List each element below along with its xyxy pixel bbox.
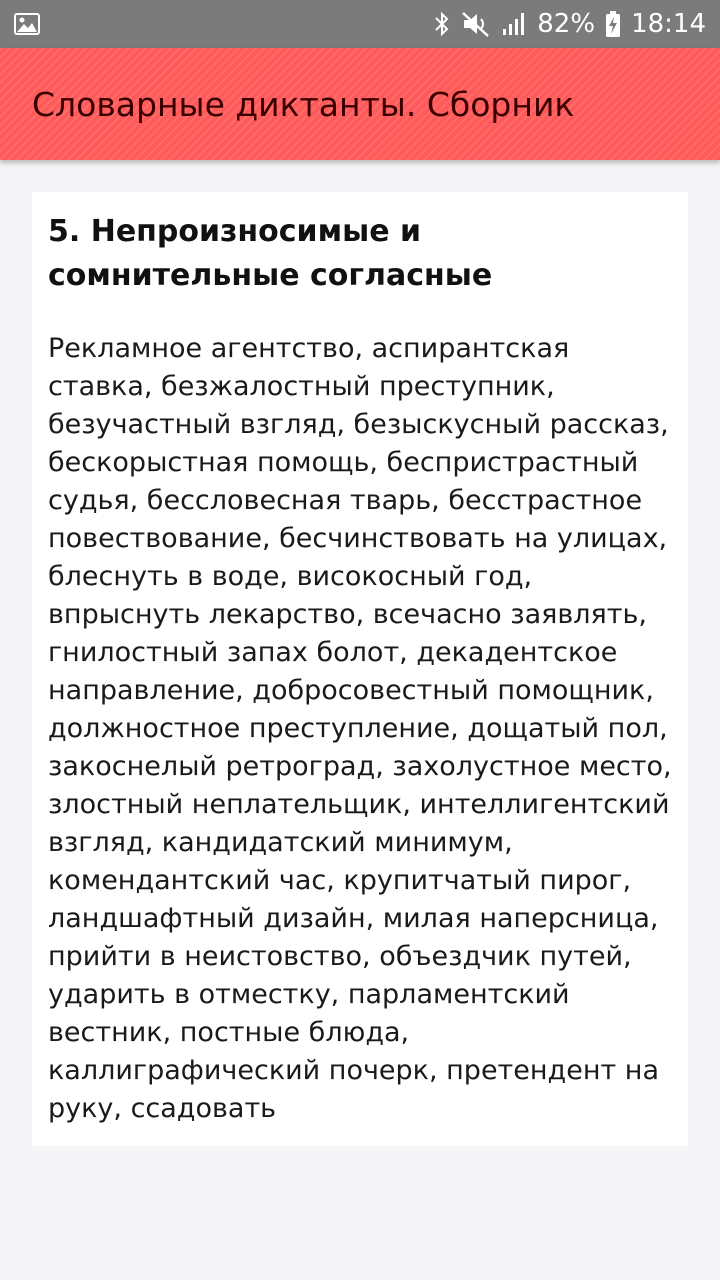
- bluetooth-icon: [433, 10, 451, 38]
- clock: 18:14: [631, 9, 706, 39]
- app-title: Словарные диктанты. Сборник: [32, 84, 575, 124]
- article-card[interactable]: [32, 192, 688, 1146]
- app-bar: [0, 48, 720, 160]
- image-icon: [14, 13, 40, 35]
- battery-percent: 82%: [537, 9, 596, 39]
- battery-charging-icon: [605, 10, 621, 38]
- mute-icon: [461, 10, 491, 38]
- article-title: 5. Непроизносимые и сомнительные согласные: [48, 214, 493, 293]
- article-body: Рекламное агентство, аспирантская ставка, безжалостный преступник, безучастный взгляд, безыскусный рассказ, бескорыстная помощь, беспристрастный судья, бессловесная тварь, бесстрастное повествование, бесчинствовать на улицах, блеснуть в воде, високосный год, впрыснуть лекарство, всечасно заявлять, гнилостный запах болот, декадентское направление, добросовестный помощник, должностное преступление, дощатый пол, закоснелый ретроград, захолустное место, злостный неплательщик, интеллигентский взгляд, кандидатский минимум, комендантский час, крупитчатый пирог, ландшафтный дизайн, милая наперсница, прийти в неистовство, объездчик путей, ударить в отместку, парламентский вестник, постные блюда, каллиграфический почерк, претендент на руку, ссадовать: [48, 333, 672, 1124]
- signal-icon: [501, 11, 527, 37]
- status-bar: [0, 0, 720, 48]
